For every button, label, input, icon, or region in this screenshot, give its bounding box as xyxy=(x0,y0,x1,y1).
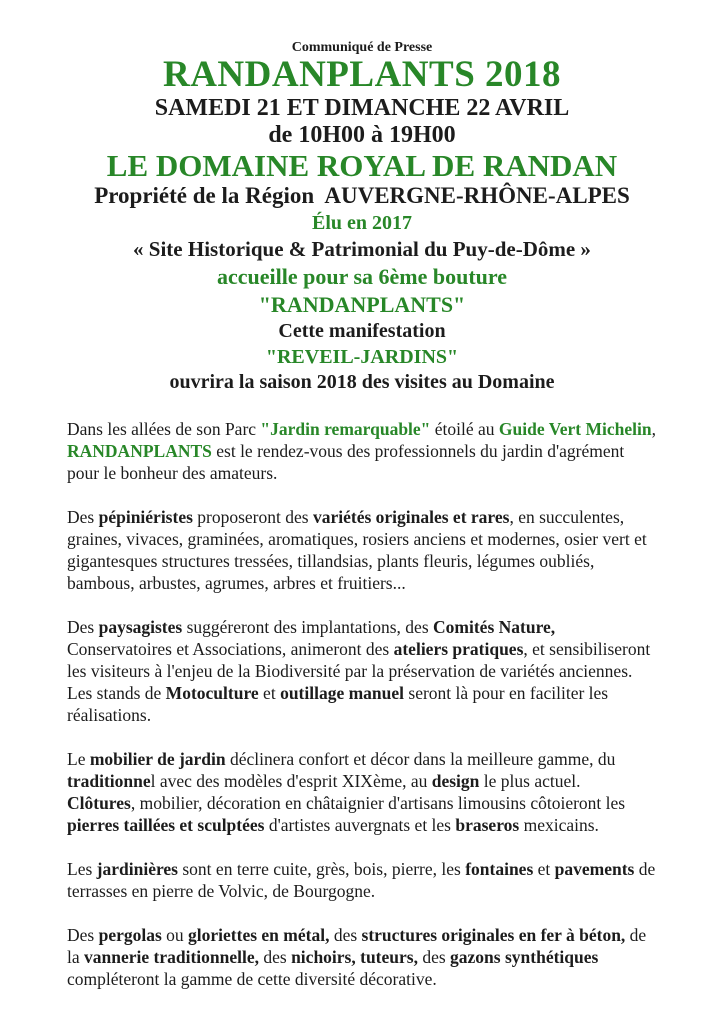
text-segment: Conservatoires et Associations, animeront des xyxy=(67,639,394,660)
text-segment: sont en terre cuite, grès, bois, pierre, les xyxy=(178,859,466,880)
text-segment: paysagistes xyxy=(98,617,183,638)
main-title: RANDANPLANTS 2018 xyxy=(162,54,562,95)
text-segment: RANDANPLANTS xyxy=(67,441,212,462)
text-segment: mobilier de jardin xyxy=(89,749,226,770)
text-segment: des xyxy=(259,947,292,968)
manifestation-line: Cette manifestation xyxy=(278,320,446,343)
text-segment: de terrasses en pierre de Volvic, de Bourgogne. xyxy=(67,859,656,902)
text-segment: Le xyxy=(67,749,90,770)
text-segment: , et sensibiliseront les visiteurs à l'enjeu de la Biodiversité par la préservation de variétés anciennes. xyxy=(67,639,651,682)
text-segment: structures originales en fer à béton, xyxy=(361,925,626,946)
event-date-line: SAMEDI 21 ET DIMANCHE 22 AVRIL xyxy=(154,94,570,121)
text-segment: design xyxy=(431,771,480,792)
text-segment: fontaines xyxy=(465,859,534,880)
welcome-line: accueille pour sa 6ème bouture xyxy=(216,264,508,290)
site-label-line: « Site Historique & Patrimonial du Puy-de-Dôme » xyxy=(133,236,591,261)
text-segment: l avec des modèles d'esprit XIXème, au xyxy=(150,771,432,792)
text-segment: compléteront la gamme de cette diversité décorative. xyxy=(67,969,437,990)
text-segment: , en succulentes, graines, vivaces, graminées, aromatiques, rosiers anciens et modernes, osier vert et gigantesques structures tressées, tillandsias, plants fleuris, légumes oubliés, bambous, arbustes, agrumes, arbres et fruitiers... xyxy=(67,507,647,594)
text-segment: des xyxy=(417,947,451,968)
text-segment: Des xyxy=(67,925,99,946)
text-segment: gazons synthétiques xyxy=(450,947,599,968)
text-segment: suggéreront des implantations, des xyxy=(182,617,434,638)
text-segment: Les xyxy=(67,859,97,880)
text-segment: et xyxy=(258,683,281,704)
text-segment: jardinières xyxy=(96,859,178,880)
venue-title: LE DOMAINE ROYAL DE RANDAN xyxy=(106,147,618,183)
text-segment: Des xyxy=(67,617,99,638)
text-segment: nichoirs, tuteurs, xyxy=(291,947,418,968)
text-segment: , xyxy=(651,419,656,440)
text-segment: ateliers pratiques xyxy=(393,639,524,660)
text-segment: étoilé au xyxy=(430,419,499,440)
text-segment: "Jardin remarquable" xyxy=(260,419,431,440)
paragraph-jardinieres xyxy=(67,858,659,902)
text-segment: Guide Vert Michelin xyxy=(498,419,652,440)
text-segment: , mobilier, décoration en châtaignier d'artisans limousins côtoieront les xyxy=(130,793,626,814)
text-segment: seront là pour en faciliter les réalisations. xyxy=(67,683,609,726)
press-release-header xyxy=(34,40,690,395)
paragraph-intro xyxy=(67,418,659,484)
text-segment: proposeront des xyxy=(192,507,313,528)
reveil-jardins-line: "REVEIL-JARDINS" xyxy=(265,346,459,369)
text-segment: vannerie traditionnelle, xyxy=(84,947,259,968)
text-segment: est le rendez-vous des professionnels du jardin d'agrément pour le bonheur des amateurs. xyxy=(67,441,625,484)
text-segment: pépiniéristes xyxy=(98,507,193,528)
text-segment: gloriettes en métal, xyxy=(188,925,330,946)
text-segment: Motoculture xyxy=(165,683,259,704)
text-segment: Comités Nature, xyxy=(433,617,556,638)
text-segment: et xyxy=(533,859,555,880)
text-segment: mexicains. xyxy=(519,815,599,836)
paragraph-mobilier xyxy=(67,748,659,836)
text-segment: traditionne xyxy=(67,771,151,792)
text-segment: ou xyxy=(161,925,189,946)
text-segment: Des xyxy=(67,507,99,528)
owner-line: Propriété de la Région AUVERGNE-RHÔNE-ALPES xyxy=(94,183,630,209)
paragraph-pergolas xyxy=(67,924,659,990)
text-segment: pavements xyxy=(554,859,635,880)
text-segment: pierres taillées et sculptées xyxy=(67,815,265,836)
event-time-line: de 10H00 à 19H00 xyxy=(268,122,456,149)
text-segment: des xyxy=(329,925,362,946)
elected-line: Élu en 2017 xyxy=(311,211,413,234)
text-segment: pergolas xyxy=(98,925,162,946)
paragraph-pepinieristes xyxy=(67,506,659,594)
text-segment: Clôtures xyxy=(67,793,131,814)
season-opening-line: ouvrira la saison 2018 des visites au Domaine xyxy=(169,371,555,394)
text-segment: Dans les allées de son Parc xyxy=(67,419,261,440)
press-release-body xyxy=(67,418,659,990)
text-segment: de la xyxy=(67,925,647,968)
text-segment: variétés originales et rares xyxy=(312,507,510,528)
text-segment: déclinera confort et décor dans la meilleure gamme, du xyxy=(225,749,616,770)
text-segment: Les stands de xyxy=(67,683,166,704)
text-segment: braseros xyxy=(455,815,520,836)
text-segment: le plus actuel. xyxy=(479,771,581,792)
paragraph-paysagistes xyxy=(67,616,659,726)
text-segment: outillage manuel xyxy=(280,683,405,704)
text-segment: d'artistes auvergnats et les xyxy=(264,815,456,836)
event-name-line: "RANDANPLANTS" xyxy=(258,291,466,317)
document-kicker: Communiqué de Presse xyxy=(291,40,433,55)
